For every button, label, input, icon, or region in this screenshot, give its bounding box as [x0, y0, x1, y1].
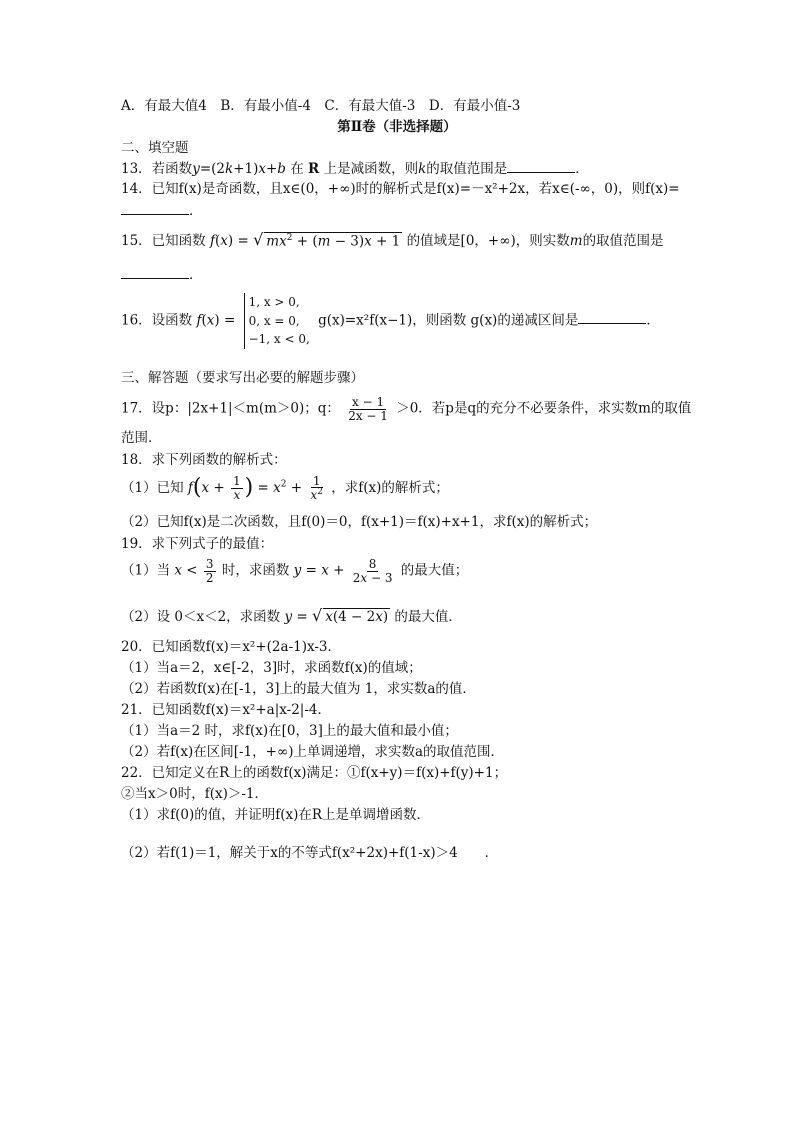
q17-fraction: $\frac{x - 1}{2x - 1}$: [348, 395, 388, 423]
question-15-blank-line: ．: [121, 266, 203, 285]
answer-blank[interactable]: [507, 160, 575, 173]
question-21-part2: （2）若f(x)在区间[-1，+∞)上单调递增，求实数a的取值范围．: [121, 744, 505, 760]
q16-formula: f: [196, 312, 202, 329]
q18-formula: f: [187, 479, 193, 496]
question-16: 16．设函数 f(x) = 1, x > 0, 0, x = 0, −1, x < 0, g(x)=x²f(x−1)，则函数 g(x)的递减区间是 ．: [121, 293, 660, 349]
question-22-head: 22．已知定义在R上的函数f(x)满足：①f(x+y)＝f(x)+f(y)+1；: [121, 765, 508, 781]
question-21-part1: （1）当a＝2 时，求f(x)在[0，3]上的最大值和最小值；: [121, 723, 458, 739]
question-20-head: 20．已知函数f(x)＝x²+(2a-1)x-3．: [121, 639, 342, 655]
piecewise-cases: 1, x > 0, 0, x = 0, −1, x < 0,: [244, 293, 310, 349]
options-line: A．有最大值4 B．有最小值-4 C．有最大值-3 D．有最小值-3: [121, 98, 521, 114]
section-fill-in: 二、填空题: [121, 140, 189, 156]
q15-formula: f: [209, 233, 215, 249]
question-20-part1: （1）当a＝2，x∈[-2，3]时，求函数f(x)的值域；: [121, 660, 422, 676]
question-21-head: 21．已知函数f(x)＝x²+a|x-2|-4．: [121, 702, 331, 718]
section-answer: 三、解答题（要求写出必要的解题步骤）: [121, 370, 364, 386]
question-13: 13．若函数y=(2k+1)x+b 在 R 上是减函数，则k的取值范围是 ．: [121, 161, 589, 177]
question-19-part1: （1）当 x < $\frac{3}{2}$ 时，求函数 y = x + $\frac{8}{2x - 3}$ 的最大值；: [121, 557, 469, 585]
answer-blank[interactable]: [121, 202, 189, 215]
question-14-blank-line: ．: [121, 202, 203, 221]
answer-blank[interactable]: [578, 311, 646, 324]
question-17: 17．设p：|2x+1|＜m(m＞0)；q： $\frac{x - 1}{2x - 1}$ ＞0．若p是q的充分不必要条件，求实数m的取值: [121, 395, 692, 423]
question-18-part1: （1）已知 f(x + $\frac{1}{x}$ ) = $x^2$ + $\frac{1}{x^2}$ ，求f(x)的解析式；: [121, 473, 449, 503]
question-19-head: 19．求下列式子的最值：: [121, 536, 274, 552]
q13-formula: y: [192, 161, 200, 177]
question-22-part2: （2）若f(1)＝1，解关于x的不等式f(x²+2x)+f(1-x)＞4 ．: [121, 845, 499, 861]
question-18-part2: （2）已知f(x)是二次函数，且f(0)＝0，f(x+1)＝f(x)+x+1，求f(x)的解析式；: [121, 514, 598, 530]
answer-blank[interactable]: [121, 266, 189, 279]
question-22-condition: ②当x＞0时，f(x)＞-1．: [121, 786, 268, 802]
question-17-cont: 范围．: [121, 430, 162, 446]
q19-function-fraction: $\frac{8}{2x - 3}$: [352, 557, 393, 585]
question-19-part2: （2）设 0＜x＜2，求函数 y = √ x(4 − 2x) 的最大值．: [121, 606, 462, 625]
question-20-part2: （2）若函数f(x)在[-1，3]上的最大值为 1，求实数a的值．: [121, 681, 476, 697]
question-15: 15．已知函数 f(x) = √ $mx^2 + (m - 3)x + 1$ 的值域是[0，+∞)，则实数m的取值范围是: [121, 230, 664, 249]
q19-condition-fraction: $\frac{3}{2}$: [205, 557, 214, 585]
question-14: 14．已知f(x)是奇函数，且x∈(0，+∞)时的解析式是f(x)=－x²+2x，若x∈(-∞，0)，则f(x)=: [121, 181, 680, 197]
question-18-head: 18．求下列函数的解析式：: [121, 452, 287, 468]
question-22-part1: （1）求f(0)的值，并证明f(x)在R上是单调增函数．: [121, 807, 431, 823]
part-title: 第Ⅱ卷（非选择题）: [337, 119, 457, 135]
